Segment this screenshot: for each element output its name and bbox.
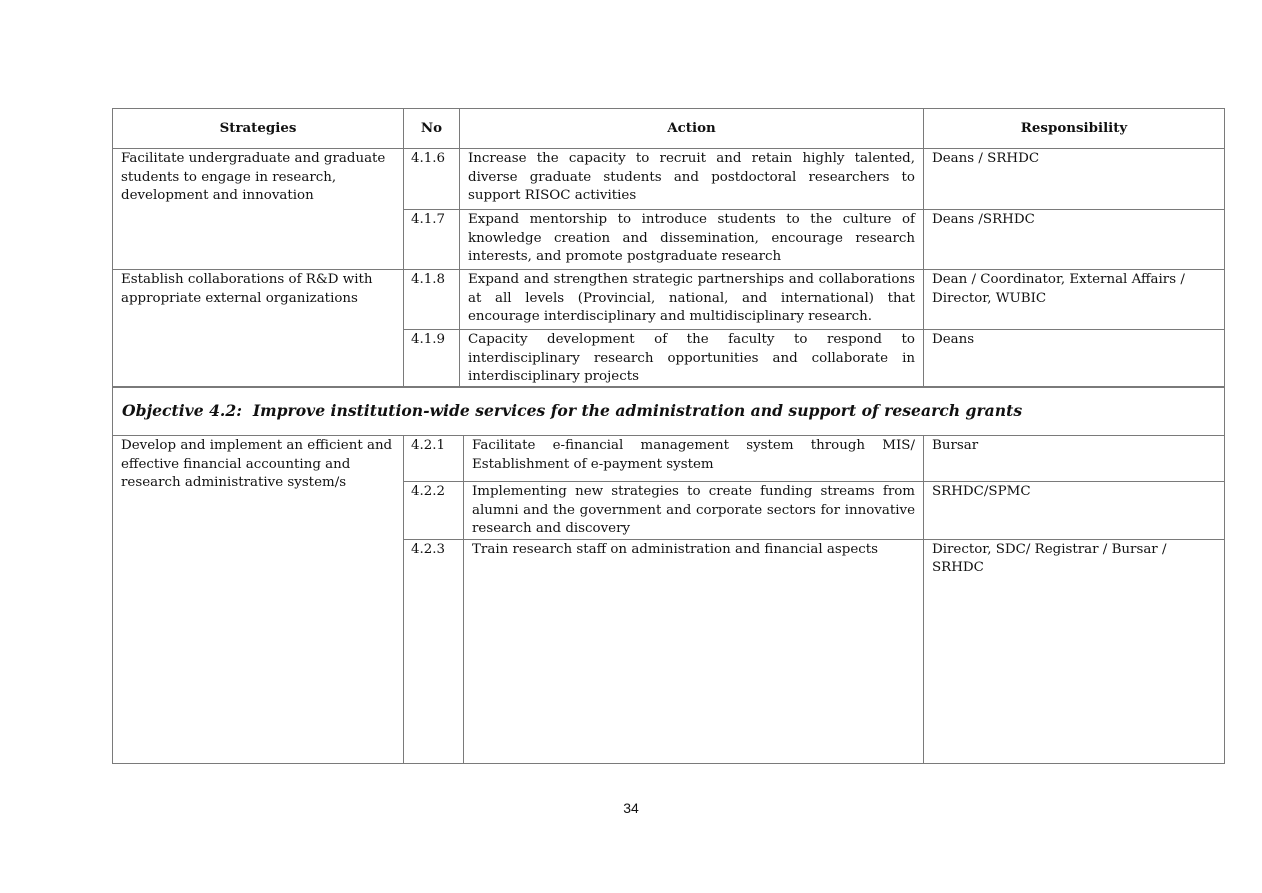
objective-label: Objective 4.2: [122, 401, 242, 421]
action-cell: Capacity development of the faculty to respond to interdisciplinary research opportunities and collaborate in interdisciplinary projects [460, 330, 924, 388]
action-cell: Facilitate e-financial management system through MIS/ Establishment of e-payment system [464, 436, 924, 482]
responsibility-cell: Deans / SRHDC [924, 149, 1225, 210]
responsibility-cell: Deans [924, 330, 1225, 388]
header-action: Action [460, 109, 924, 149]
page-number: 34 [623, 800, 639, 816]
objective-heading [113, 387, 1225, 436]
row-number: 4.1.6 [404, 149, 460, 210]
strategy-table [112, 108, 1225, 388]
strategy-cell: Facilitate undergraduate and graduate students to engage in research, development and innovation [113, 149, 404, 270]
responsibility-cell: SRHDC/SPMC [924, 482, 1225, 540]
action-cell: Implementing new strategies to create funding streams from alumni and the government and corporate sectors for innovative research and discovery [464, 482, 924, 540]
responsibility-cell: Director, SDC/ Registrar / Bursar / SRHDC [924, 539, 1225, 763]
strategy-cell: Develop and implement an efficient and effective financial accounting and research administrative system/s [113, 436, 404, 764]
objective-text: Improve institution-wide services for the administration and support of research grants [252, 401, 1023, 421]
row-number: 4.2.1 [404, 436, 464, 482]
table-header-row [113, 109, 1225, 149]
responsibility-cell: Deans /SRHDC [924, 210, 1225, 270]
row-number: 4.2.3 [404, 539, 464, 763]
header-responsibility: Responsibility [924, 109, 1225, 149]
header-strategies: Strategies [113, 109, 404, 149]
action-cell: Increase the capacity to recruit and retain highly talented, diverse graduate students and postdoctoral researchers to support RISOC activities [460, 149, 924, 210]
row-number: 4.1.7 [404, 210, 460, 270]
action-cell: Expand mentorship to introduce students to the culture of knowledge creation and dissemination, encourage research interests, and promote postgraduate research [460, 210, 924, 270]
row-number: 4.1.9 [404, 330, 460, 388]
objective-table [112, 386, 1225, 764]
row-number: 4.2.2 [404, 482, 464, 540]
row-number: 4.1.8 [404, 270, 460, 330]
strategy-cell: Establish collaborations of R&D with appropriate external organizations [113, 270, 404, 388]
responsibility-cell: Dean / Coordinator, External Affairs / Director, WUBIC [924, 270, 1225, 330]
table-row [113, 436, 1225, 482]
table-row [113, 149, 1225, 210]
objective-row [113, 387, 1225, 436]
action-cell: Train research staff on administration and financial aspects [464, 539, 924, 763]
action-cell: Expand and strengthen strategic partnerships and collaborations at all levels (Provincial, national, and international) that encourage interdisciplinary and multidisciplinary research. [460, 270, 924, 330]
header-no: No [404, 109, 460, 149]
responsibility-cell: Bursar [924, 436, 1225, 482]
table-row [113, 270, 1225, 330]
